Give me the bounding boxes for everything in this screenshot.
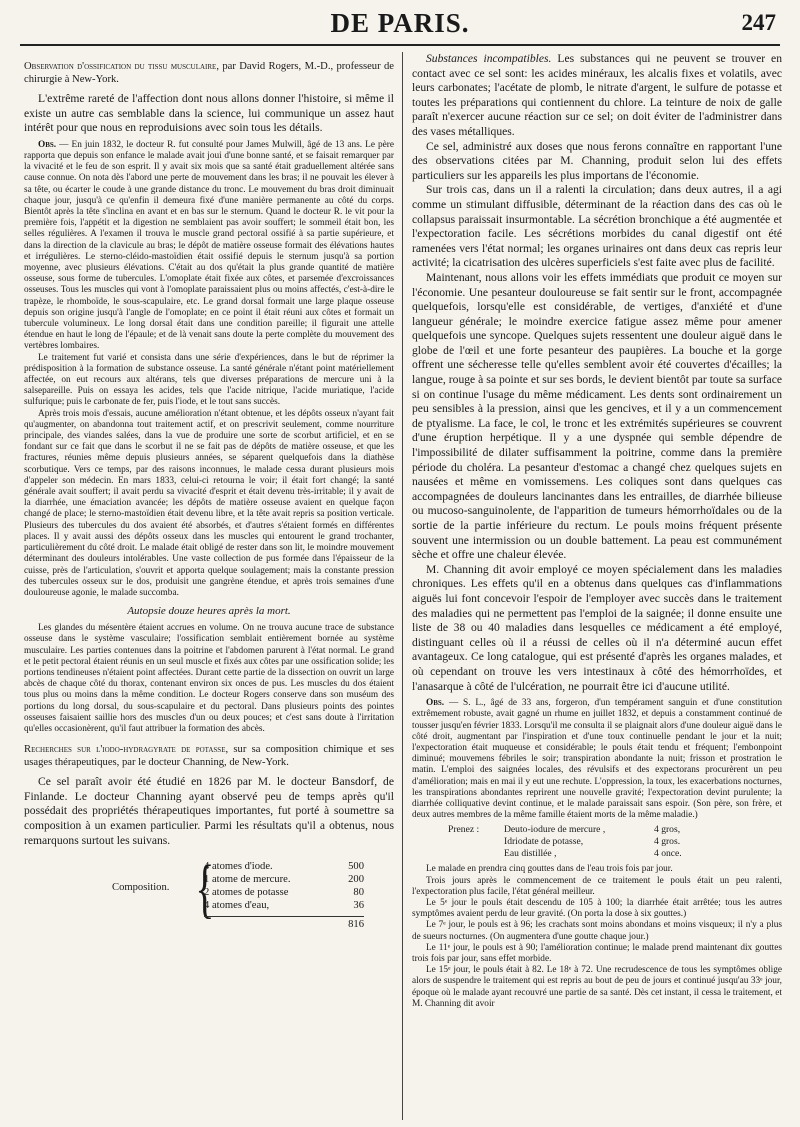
obs1-label: Obs. (38, 139, 57, 150)
article1-title: Observation d'ossification du tissu musculaire (24, 61, 217, 72)
formula-row (504, 848, 734, 860)
formula-item: Idriodate de potasse, (504, 836, 584, 848)
formula-row (504, 836, 734, 848)
formula-label: Prenez : (448, 824, 480, 836)
formula-note: Le malade en prendra cinq gouttes dans de l'eau trois fois par jour. (426, 864, 673, 875)
paragraph-immediate-effects: Maintenant, nous allons voir les effets immédiats que produit ce moyen sur l'économie. Une pesanteur douloureuse se fait sentir sur le front, accompagnée quelquefois, lorsqu'elle est considérable, de vertiges, d'anxiété et d'une langueur générale; le moindre exercice fatigue assez même pour amener quelquefois une syncope. Quelques sujets ressentent une douleur aiguë dans le globe de l'œil et une forte pesanteur des paupières. La bouche et la gorge offrent une sécheresse telle qu'elles semblent avoir été couvertes d'écailles; la langue, rouge à sa pointe et sur ses bords, le devient bientôt par toute sa surface si on continue l'usage du même médicament. Les dents sont ordinairement un peu sensibles à la pression, ainsi que les gencives, et il y a un commencement de ptyalisme. La face, le col, le tronc et les extrémités supérieures se couvrent d'une éruption herpétique. Il y a une dyspnée qui semble dépendre de l'impossibilité de dilater suffisamment la poitrine, comme dans la première période du choléra. La pesanteur d'estomac a changé chez quelques sujets en nausées et même en vomissemens. Les coliques sont dans quelques cas accompagnées de douleurs lancinantes dans les entrailles, de diarrhée bilieuse ou mucoso-sanguinolente, de l'apparition de tumeurs hémorrhoïdales ou de la sortie de la partie inférieure du rectum. Le pouls moins fréquent présente souvent une intermission ou un double battement. La peau est communément sèche et offre une chaleur élevée. (412, 270, 782, 562)
composition-label: Composition. (112, 882, 170, 894)
day-5-paragraph: Le 5ᵉ jour le pouls était descendu de 105 à 100; la diarrhée était arrêtée; tous les autres symptômes avaient perdu de leur gravité. (On porta la dose à six gouttes.) (412, 897, 782, 920)
composition-rows (204, 860, 364, 912)
composition-row (204, 886, 364, 899)
three-months-paragraph: Après trois mois d'essais, aucune amélioration n'étant obtenue, et les dépôts osseux n'ayant fait qu'augmenter, on abandonna tout traitement actif, et on prescrivit seulement, comme nourriture principale, des viandes salées, dans la vue de produire une sorte de scorbut artificiel, et en se fondant sur ce fait que dans le scorbut il ne se fait pas de dépôts de matière osseuse, et que les fractures, réunies même depuis plusieurs années, se séparent quelquefois dans la diathèse scorbutique. Vers ce temps, par des raisons inconnues, le malade cessa durant plusieurs mois d'appeler son médecin. En mars 1833, celui-ci retourna le voir; il était fort changé; la santé générale avait souffert; il avait perdu sa vivacité d'esprit et était devenu très-irritable; il y avait de la diarrhée, une émaciation avancée; les dépôts de matière osseuse avaient en quelque façon changé de place; le sterno-mastoïdien était devenu libre, et la tête avait repris sa position verticale. Plusieurs des tubercules du dos avaient été absorbés, et d'autres s'étaient formés en différentes places. Il y avait aussi des dépôts osseux dans les muscles qui entourent le grand trochanter, particulièrement du côté droit. Le malade était obligé de rester dans son lit, le moindre mouvement déterminant des douleurs intolérables. Une vaste collection de pus formée dans l'épaisseur de la cuisse, près de l'articulation, s'ouvrit et apporta quelque soulagement; mais la constante pression des tubercules osseux sur le dos, produisit une gangrène étendue, et après trois semaines d'une douloureuse agonie, le malade succomba. (24, 408, 394, 598)
obs2-label: Obs. (426, 698, 445, 709)
formula-item: Eau distillée , (504, 848, 557, 860)
composition-qty: 36 (353, 900, 364, 912)
composition-total: 816 (204, 916, 364, 931)
paragraph-effects: Ce sel, administré aux doses que nous ferons connaître en rapportant l'une des observations citées par M. Channing, produit selon lui des effets particuliers sur les appareils les plus importans de l'économie. (412, 139, 782, 182)
obs1-text: — En juin 1832, le docteur R. fut consulté pour James Mulwill, âgé de 13 ans. Le père rapporta que depuis son enfance le malade avait joui d'une bonne santé, et se faisait remarquer par la vivacité et le feu de son esprit. Il y avait six mois que sa santé était graduellement altérée sans cause connue. On nota dès l'abord une perte de mouvement dans les bras; il ne pouvait les élever à sa tête, ou écarter le coude à une grande distance du tronc. Le mouvement du bras droit diminuait chaque jour, jusqu'à ce qu'enfin il demeura fixé d'une manière permanente au côté du corps. Bientôt après la tête s'inclina en avant et en bas sur le sternum. Quand le docteur R. le vit pour la première fois, l'appétit et la digestion ne semblaient pas avoir souffert; le sommeil était bon, les selles régulières. A l'examen il trouva le muscle grand pectoral ossifié à sa partie supérieure, et dans la direction de la clavicule au bras; le dépôt de matière osseuse formait des élévations hautes et irrégulières. Le sterno-cléido-mastoïdien était ossifié depuis le sternum jusqu'à sa portion moyenne, avec plusieurs élévations. C'était au dos qu'était la plus grande quantité de matière osseuse, sous forme de tubercules. L'omoplate était fixée aux côtes, et parsemée d'excroissances osseuses. Tous les muscles qui vont à l'omoplate paraissaient plus ou moins affectés, c'est-à-dire le trapèze, le rhomboïde, le sous-scapulaire, etc. Le grand dorsal formait une large plaque osseuse depuis son origine jusqu'à l'angle de l'omoplate; en ce point il était réuni aux côtes et formait un tubercule volumineux. Le long dorsal était dans une condition pareille; il figurait une attelle étendue en haut le long de l'épaule; et de là venait sans doute la perte complète du mouvement des vertèbres lombaires. (24, 139, 394, 352)
article2-intro: Ce sel paraît avoir été étudié en 1826 par M. le docteur Bansdorf, de Finlande. Le docteur Channing ayant observé peu de temps après qu'il possédait des propriétés thérapeutiques importantes, fut porté à soumettre sa composition à un examen particulier. Parmi les résultats qu'il a obtenus, nous remarquons surtout les suivans. (24, 775, 394, 847)
observation-2 (412, 698, 782, 821)
paragraph-three-cases: Sur trois cas, dans un il a ralenti la circulation; dans deux autres, il a agi comme un stimulant diffusible, déterminant de la réaction dans des cas où le collapsus paraissait insurmontable. La sécrétion bronchique a été augmentée et l'expectoration facile. Les sécrétions morbides du canal digestif ont été ramenées vers l'état normal; les organes urinaires ont dans deux cas repris leur activité; la cicatrisation des ulcères superficiels s'est faite avec plus de facilité. (412, 183, 782, 270)
observation-1 (24, 140, 394, 353)
running-title: DE PARIS. (330, 8, 470, 38)
page-number: 247 (741, 10, 776, 35)
composition-item: 1 atome de mercure. (204, 874, 291, 886)
formula-row (504, 824, 734, 836)
article1-byline: , par David Rogers, M.-D., professeur de chirurgie à New-York. (24, 61, 394, 85)
treatment-paragraph: Le traitement fut varié et consista dans une série d'expériences, dans le but de réprimer la prédisposition à la formation de substance osseuse. La santé générale n'étant point matériellement affectée, on eut recours aux altérans, tels que diverses préparations de mercure uni à la salsepareille. Puis on essaya les acides, tels que l'acide nitrique, l'acide muriatique, l'acide sulfurique; puis le carbonate de fer, puis l'iode, et le tout sans succès. (24, 352, 394, 408)
obs2-text: — S. L., âgé de 33 ans, forgeron, d'un tempérament sanguin et d'une constitution extrêmement robuste, avait gagné un rhume en juillet 1832, et depuis a constamment continué de tousser jusqu'en février 1833. Lorsqu'il me consulta il se plaignait alors d'une douleur aiguë dans le côté droit, augmentant par l'inspiration et d'une toux continuelle pendant le jour et la nuit; l'expectoration était muqueuse et considérable; le pouls était tendu et fréquent; l'embonpoint diminué; mouvemens fébriles le soir; transpiration abondante la nuit; frisson et prostration le matin. L'emploi des saignées locales, des révulsifs et des expectorans procurèrent un peu d'amélioration; mais en mai il y eut une rechute. L'oppression, la toux, les exacerbations nocturnes, les transpirations abondantes reprirent une nouvelle gravité; l'expectoration devint purulente; la diarrhée colliquative devint continue, et le malade paraissait sans espoir. (Son père, son frère, et deux autres membres de la même famille étaient morts de la même maladie.) (412, 698, 782, 821)
day-3-paragraph: Trois jours après le commencement de ce traitement le pouls était un peu ralenti, l'expectoration plus facile, l'état général meilleur. (412, 875, 782, 897)
header-rule (20, 44, 780, 46)
day-15-paragraph: Le 15ᵉ jour, le pouls était à 82. Le 18ᵉ à 72. Une recrudescence de tous les symptômes oblige alors de suspendre le traitement qui est repris au bout de peu de jours et continué jusqu'au 33ᵉ jour, époque où le malade ayant recouvré une partie de sa santé. Dès cet instant, il cessa le traitement, et M. Channing dit avoir (412, 965, 782, 1009)
autopsy-paragraph: Les glandes du mésentère étaient accrues en volume. On ne trouva aucune trace de substance osseuse dans le système vasculaire; l'ossification semblait entièrement bornée au système musculaire. Les parties contenues dans la poitrine et l'abdomen parurent à l'état normal. Le grand et le petit pectoral étaient réunis en un seul muscle et fixés aux côtes par une ossification solide; les portions tendineuses n'étaient point affectées. Durant cette partie de la dissection on ouvrit un large abcès de chaque côté du thorax, contenant environ six onces de pus. Les muscles du dos étaient tous plus ou moins dans la même condition. Le docteur Rogers conserve dans son muséum des portions du long dorsal, du sous-scapulaire et du pectoral. Dans plusieurs points des pointes osseuses faisaient saillie hors des muscles d'un ou deux pouces; et c'est sans doute à l'irritation qu'elles occasionèrent, qu'il faut attribuer la formation des abcès. (24, 623, 394, 734)
autopsy-heading: Autopsie douze heures après la mort. (127, 605, 291, 618)
article2-heading (24, 743, 394, 769)
article2-byline: , sur sa composition chimique et ses usages thérapeutiques, par le docteur Channing, de New-York. (24, 744, 394, 769)
formula-dose: 4 once. (654, 848, 682, 860)
column-divider (402, 52, 403, 1120)
composition-qty: 200 (348, 874, 364, 886)
composition-item: 4 atomes d'eau, (204, 900, 270, 912)
incompatible-label: Substances incompatibles. (426, 52, 552, 65)
composition-item: 2 atomes de potasse (204, 887, 289, 899)
composition-qty: 500 (348, 861, 364, 873)
composition-item: 4 atomes d'iode. (204, 861, 273, 873)
paragraph-chronic-diseases: M. Channing dit avoir employé ce moyen spécialement dans les maladies chroniques. Les effets qu'il en a obtenus dans quelques cas d'inflammations aiguës lui font concevoir l'espoir de l'employer avec succès dans le traitement des maladies qui ne permettent pas l'emploi de la saignée; il donne ensuite une liste de 38 ou 40 maladies dans lesquelles ce médicament a été employé, distinguant celles où il a réussi de celles où il n'a déterminé aucun effet avantageux. Ce long catalogue, qui est présenté d'après les organes malades, et où cependant on trouve les vers intestinaux à côté des hémorrhoïdes, et l'anasarque à côté de l'ulcération, ne pourrait être ici d'aucune utilité. (412, 562, 782, 693)
article1-intro: L'extrême rareté de l'affection dont nous allons donner l'histoire, si même il existe un autre cas semblable dans la science, lui communique un assez haut intérêt pour que nous en reproduisions avec soin tous les détails. (24, 92, 394, 135)
composition-row (204, 873, 364, 886)
right-column (412, 52, 782, 1124)
formula-dose: 4 gros, (654, 824, 681, 836)
prescription-formula (412, 824, 782, 862)
formula-dose: 4 gros. (654, 836, 681, 848)
composition-row (204, 860, 364, 873)
composition-qty: 80 (353, 887, 364, 899)
article1-heading (24, 60, 394, 86)
incompatible-text: Les substances qui ne peuvent se trouver en contact avec ce sel sont: les acides minéraux, les alcalis fixes et volatils, avec leurs carbonates; l'acétate de plomb, le nitrate d'argent, le sulfure de potasse et toutes les préparations qui contiennent du chlore. La teinture de noix de galle paraît n'exercer aucune réaction sur ce sel; on doit éviter de l'administrer dans des vases métalliques. (412, 52, 782, 138)
page-header (20, 6, 780, 46)
day-7-paragraph: Le 7ᵉ jour, le pouls est à 96; les crachats sont moins abondans et moins visqueux; il n'y a plus de sueurs nocturnes. (On augmentera d'une goutte chaque jour.) (412, 920, 782, 942)
article2-title: Recherches sur l'iodo-hydragyrate de potasse (24, 744, 226, 756)
incompatible-paragraph (412, 52, 782, 140)
composition-table (24, 852, 394, 931)
composition-row (204, 899, 364, 912)
formula-item: Deuto-iodure de mercure , (504, 824, 606, 836)
day-11-paragraph: Le 11ᵉ jour, le pouls est à 90; l'amélioration continue; le malade prend maintenant dix gouttes trois fois par jour, sans effet morbide. (412, 942, 782, 964)
left-column (24, 52, 394, 1124)
brace-glyph: { (195, 852, 215, 926)
formula-rows (504, 824, 734, 860)
